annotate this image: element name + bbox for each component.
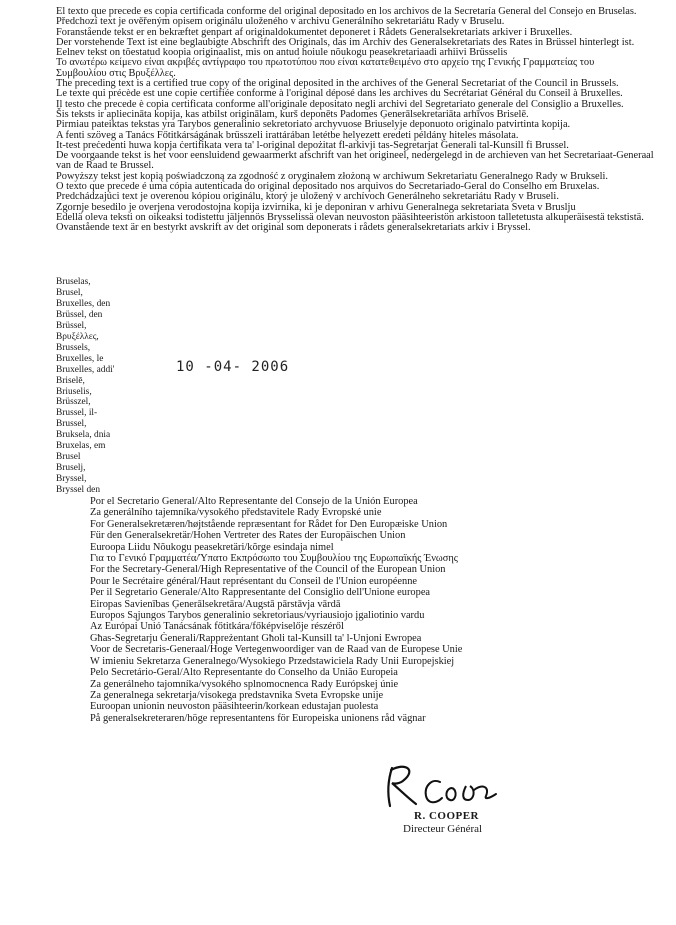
place-name: Brüsszel, bbox=[56, 397, 91, 408]
signatory-title-line: For Generalsekretæren/højtstående repræsentant for Rådet for Den Europæiske Union bbox=[90, 518, 448, 530]
signatory-title-line: Euroopan unionin neuvoston pääsihteerin/korkean edustajan puolesta bbox=[90, 701, 379, 713]
signatory-titles bbox=[90, 496, 462, 724]
certification-text bbox=[56, 7, 666, 234]
place-name: Brussels, bbox=[56, 342, 91, 353]
place-name: Brusel bbox=[56, 452, 81, 463]
signatory-title-line: Az Európai Unió Tanácsának főtitkára/főképviselője részéről bbox=[90, 621, 344, 633]
place-name: Briuselis, bbox=[56, 386, 92, 397]
place-name: Brüssel, den bbox=[56, 309, 103, 320]
signatory-title-line: Za generalnega sekretarja/visokega predstavnika Sveta Evropske unije bbox=[90, 689, 384, 701]
date-stamp: 10 -04- 2006 bbox=[176, 359, 290, 375]
place-name: Bryssel den bbox=[56, 485, 101, 496]
place-name: Brussel, bbox=[56, 419, 87, 430]
certification-line: Eelnev tekst on tõestatud koopia originaalist, mis on antud hoiule nõukogu peasekretariaadi arhiivi Brüsselis bbox=[56, 47, 508, 59]
certification-line: Predchádzajúci text je overenou kópiou originálu, ktorý je uložený v archívoch Generálneho sekretariátu Rady v Bruseli. bbox=[56, 191, 559, 203]
handwritten-signature bbox=[378, 760, 508, 812]
signatory-title-line: Για το Γενικό Γραμματέα/Ύπατο Εκπρόσωπο του Συμβουλίου της Ευρωπαϊκής Ένωσης bbox=[90, 553, 458, 565]
place-name: Brussel, il- bbox=[56, 408, 98, 419]
signatory-title: Directeur Général bbox=[403, 823, 483, 835]
signatory-title-line: Europos Sąjungos Tarybos generalinio sekretoriaus/vyriausiojo įgaliotinio vardu bbox=[90, 610, 425, 622]
certification-line: Le texte qui précède est une copie certifiée conforme à l'original déposé dans les archives du Secrétariat Général du Conseil à Bruxelles. bbox=[56, 88, 623, 100]
place-name: Briselē, bbox=[56, 375, 85, 386]
certification-line: Předchozí text je ověřeným opisem originálu uloženého v archivu Generálního sekretariátu Rady v Bruselu. bbox=[56, 16, 505, 28]
certification-line: Il testo che precede è copia certificata conforme all'originale depositato negli archivi del Segretariato generale del Consiglio a Bruxelles. bbox=[56, 98, 624, 110]
certification-line: Το ανωτέρω κείμενο είναι ακριβές αντίγραφο του πρωτοτύπου που είναι κατατεθειμένο στο αρχείο της Γενικής Γραμματείας του Συμβουλίου στις Βρυξέλλες. bbox=[56, 57, 595, 79]
place-name: Bruxelles, addi' bbox=[56, 364, 115, 375]
certification-line: A fenti szöveg a Tanács Főtitkárságának brüsszeli irattárában letétbe helyezett eredeti példány hiteles másolata. bbox=[56, 129, 519, 141]
place-name: Brusel, bbox=[56, 287, 83, 298]
certification-line: Zgornje besedilo je overjena verodostojna kopija izvirnika, ki je deponiran v arhivu Generalnega sekretariata Sveta v Bruslju bbox=[56, 201, 576, 213]
place-name: Brüssel, bbox=[56, 320, 87, 331]
place-names-list bbox=[56, 277, 114, 496]
signatory-title-line: For the Secretary-General/High Representative of the Council of the European Union bbox=[90, 564, 446, 576]
signatory-title-line: Euroopa Liidu Nõukogu peasekretäri/kõrge esindaja nimel bbox=[90, 541, 334, 553]
certification-line: Powyższy tekst jest kopią poświadczoną za zgodność z oryginałem złożoną w archiwum Sekretariatu Generalnego Rady w Brukseli. bbox=[56, 170, 608, 182]
certification-line: Šis teksts ir apliecināta kopija, kas atbilst originālam, kurš deponēts Padomes Ģenerālsekretariāta arhīvos Briselē. bbox=[56, 108, 529, 120]
place-name: Bruxelles, den bbox=[56, 298, 111, 309]
signatory-title-line: Pelo Secretário-Geral/Alto Representante do Conselho da União Europeia bbox=[90, 667, 398, 679]
signatory-title-line: Za generálního tajemníka/vysokého představitele Rady Evropské unie bbox=[90, 507, 382, 519]
signatory-title-line: Per il Segretario Generale/Alto Rappresentante del Consiglio dell'Unione europea bbox=[90, 587, 431, 599]
certification-line: O texto que precede é uma cópia autenticada do original depositado nos arquivos do Secretariado-Geral do Conselho em Bruxelas. bbox=[56, 181, 600, 193]
certification-line: Foranstående tekst er en bekræftet genpart af originaldokumentet deponeret i Rådets Generalsekretariats arkiver i Bruxelles. bbox=[56, 26, 573, 38]
signatory-title-line: Za generálneho tajomníka/vysokého splnomocnenca Rady Európskej únie bbox=[90, 678, 399, 690]
certification-line: Ovanstående text är en bestyrkt avskrift av det original som deponerats i rådets generalsekretariats arkiv i Bryssel. bbox=[56, 222, 531, 234]
place-name: Bruksela, dnia bbox=[56, 430, 111, 441]
place-name: Bruselj, bbox=[56, 463, 86, 474]
signatory-title-line: Pour le Secrétaire général/Haut représentant du Conseil de l'Union européenne bbox=[90, 575, 418, 587]
certification-line: The preceding text is a certified true copy of the original deposited in the archives of the General Secretariat of the Council in Brussels. bbox=[56, 78, 619, 90]
place-name: Bruselas, bbox=[56, 277, 91, 287]
signatory-title-line: Por el Secretario General/Alto Representante del Consejo de la Unión Europea bbox=[90, 496, 418, 507]
place-name: Bryssel, bbox=[56, 474, 87, 485]
place-name: Βρυξέλλες, bbox=[56, 331, 99, 342]
certification-line: Edellä oleva teksti on oikeaksi todistettu jäljennös Brysselissä olevan neuvoston pääsihteeristön arkistoon talletetusta alkuperäisestä tekstistä. bbox=[56, 211, 644, 223]
signatory-title-line: Voor de Secretaris-Generaal/Hoge Vertegenwoordiger van de Raad van de Europese Unie bbox=[90, 644, 463, 656]
certification-line: It-test preċedenti huwa kopja ċertifikata vera ta' l-original depożitat fl-arkivji tas-Segretarjat Ġenerali tal-Kunsill fi Brussel. bbox=[56, 139, 569, 151]
signatory-title-line: Für den Generalsekretär/Hohen Vertreter des Rates der Europäischen Union bbox=[90, 530, 406, 542]
certification-line: Der vorstehende Text ist eine beglaubigte Abschrift des Originals, das im Archiv des Generalsekretariats des Rates in Brüssel hinterlegt ist. bbox=[56, 36, 635, 48]
signatory-name: R. COOPER bbox=[414, 810, 479, 822]
signatory-title-line: På generalsekreteraren/höge representantens för Europeiska unionens råd vägnar bbox=[90, 712, 426, 724]
signatory-title-line: Eiropas Savienības Ģenerālsekretāra/Augstā pārstāvja vārdā bbox=[90, 598, 341, 610]
place-name: Bruxelles, le bbox=[56, 353, 104, 364]
certification-line: Pirmiau pateiktas tekstas yra Tarybos generalinio sekretoriato archyvuose Briuselyje deponuoto originalo patvirtinta kopija. bbox=[56, 119, 571, 131]
place-name: Bruxelas, em bbox=[56, 441, 106, 452]
certification-line: El texto que precede es copia certificada conforme del original depositado en los archivos de la Secretaría General del Consejo en Bruselas. bbox=[56, 6, 637, 17]
certification-line: De voorgaande tekst is het voor eensluidend gewaarmerkt afschrift van het origineel, nedergelegd in de archieven van het Secretariaat-Generaal van de Raad te Brussel. bbox=[56, 150, 654, 172]
signatory-title-line: W imieniu Sekretarza Generalnego/Wysokiego Przedstawiciela Rady Unii Europejskiej bbox=[90, 655, 455, 667]
signatory-title-line: Għas-Segretarju Ġenerali/Rappreżentant Għoli tal-Kunsill ta' l-Unjoni Ewropea bbox=[90, 632, 422, 644]
